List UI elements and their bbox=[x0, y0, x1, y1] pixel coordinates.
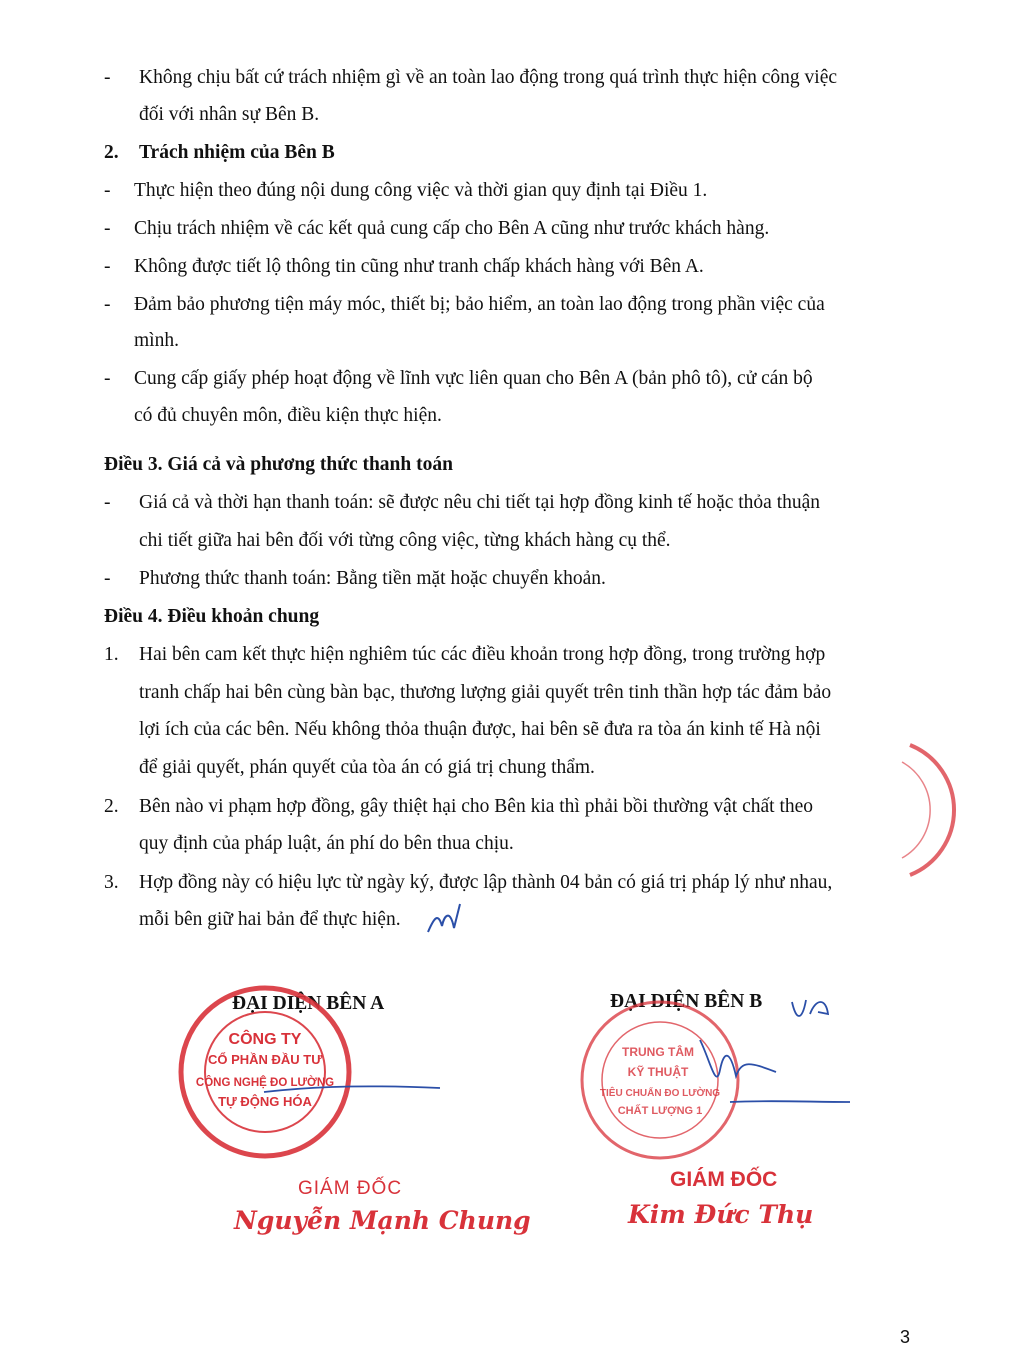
text-line: Giá cả và thời hạn thanh toán: sẽ được nêu chi tiết tại hợp đồng kinh tế hoặc thỏa thuận bbox=[139, 492, 821, 513]
initials-mark bbox=[424, 898, 484, 938]
text-line: Không được tiết lộ thông tin cũng như tranh chấp khách hàng với Bên A. bbox=[134, 256, 704, 277]
text-line: chi tiết giữa hai bên đối với từng công việc, từng khách hàng cụ thể. bbox=[139, 530, 671, 551]
item-number: 2. bbox=[104, 796, 119, 817]
text-line: Không chịu bất cứ trách nhiệm gì về an toàn lao động trong quá trình thực hiện công việc bbox=[139, 67, 838, 88]
bullet-dash: - bbox=[104, 492, 111, 513]
section-number: 2. bbox=[104, 142, 119, 163]
text-line: có đủ chuyên môn, điều kiện thực hiện. bbox=[134, 405, 442, 426]
bullet-dash: - bbox=[104, 294, 111, 315]
text-line: Hợp đồng này có hiệu lực từ ngày ký, được lập thành 04 bản có giá trị pháp lý như nhau, bbox=[139, 872, 833, 893]
item-number: 1. bbox=[104, 644, 119, 665]
bullet-dash: - bbox=[104, 368, 111, 389]
text-line: Đảm bảo phương tiện máy móc, thiết bị; bảo hiểm, an toàn lao động trong phần việc của bbox=[134, 294, 825, 315]
director-name-a: Nguyễn Mạnh Chung bbox=[234, 1206, 531, 1235]
stamp-a-line-3: CÔNG NGHỆ ĐO LƯỜNG bbox=[195, 1077, 335, 1089]
stamp-a-line-1: CÔNG TY bbox=[228, 1031, 302, 1048]
text-line: lợi ích của các bên. Nếu không thỏa thuận được, hai bên sẽ đưa ra tòa án kinh tế Hà nội bbox=[139, 719, 821, 740]
page-number: 3 bbox=[900, 1327, 911, 1347]
text-line: đối với nhân sự Bên B. bbox=[139, 104, 320, 125]
representative-b-title: ĐẠI DIỆN BÊN B bbox=[610, 991, 763, 1012]
stamp-b-line-4: CHẤT LƯỢNG 1 bbox=[617, 1105, 703, 1117]
signature-stroke-a bbox=[260, 1070, 460, 1110]
article-heading: Điều 4. Điều khoản chung bbox=[104, 606, 320, 627]
stamp-b-line-1: TRUNG TÂM bbox=[622, 1045, 694, 1059]
representative-a-title: ĐẠI DIỆN BÊN A bbox=[232, 993, 385, 1014]
bullet-dash: - bbox=[104, 218, 111, 239]
bullet-dash: - bbox=[104, 568, 111, 589]
text-line: tranh chấp hai bên cùng bàn bạc, thương lượng giải quyết trên tinh thần hợp tác đảm bảo bbox=[139, 682, 832, 703]
article-heading: Điều 3. Giá cả và phương thức thanh toán bbox=[104, 454, 453, 475]
section-heading: Trách nhiệm của Bên B bbox=[139, 142, 335, 163]
text-line: Cung cấp giấy phép hoạt động về lĩnh vực liên quan cho Bên A (bản phô tô), cử cán bộ bbox=[134, 368, 813, 389]
edge-seal-fragment bbox=[890, 740, 960, 880]
text-line: mình. bbox=[134, 330, 179, 351]
position-a: GIÁM ĐỐC bbox=[298, 1178, 403, 1199]
position-b: GIÁM ĐỐC bbox=[670, 1168, 778, 1191]
bullet-dash: - bbox=[104, 67, 111, 88]
text-line: Thực hiện theo đúng nội dung công việc và thời gian quy định tại Điều 1. bbox=[134, 180, 708, 201]
text-line: Bên nào vi phạm hợp đồng, gây thiệt hại cho Bên kia thì phải bồi thường vật chất theo bbox=[139, 796, 814, 817]
stamp-b-line-3: TIÊU CHUẨN ĐO LƯỜNG bbox=[599, 1088, 721, 1099]
director-name-b: Kim Đức Thụ bbox=[628, 1200, 814, 1229]
stamp-b-line-2: KỸ THUẬT bbox=[627, 1065, 689, 1079]
stamp-a-line-2: CỔ PHẦN ĐẦU TƯ bbox=[207, 1052, 323, 1067]
stamp-a-line-4: TỰ ĐỘNG HÓA bbox=[218, 1094, 312, 1109]
text-line: Chịu trách nhiệm về các kết quả cung cấp cho Bên A cũng như trước khách hàng. bbox=[134, 218, 770, 239]
text-line: Phương thức thanh toán: Bằng tiền mặt hoặc chuyển khoản. bbox=[139, 568, 606, 589]
text-line: mỗi bên giữ hai bản để thực hiện. bbox=[139, 909, 401, 930]
item-number: 3. bbox=[104, 872, 119, 893]
bullet-dash: - bbox=[104, 180, 111, 201]
bullet-dash: - bbox=[104, 256, 111, 277]
signature-stroke-b bbox=[690, 1010, 860, 1110]
text-line: quy định của pháp luật, án phí do bên thua chịu. bbox=[139, 833, 514, 854]
text-line: Hai bên cam kết thực hiện nghiêm túc các điều khoản trong hợp đồng, trong trường hợp bbox=[139, 644, 826, 665]
text-line: để giải quyết, phán quyết của tòa án có giá trị chung thẩm. bbox=[139, 757, 595, 778]
